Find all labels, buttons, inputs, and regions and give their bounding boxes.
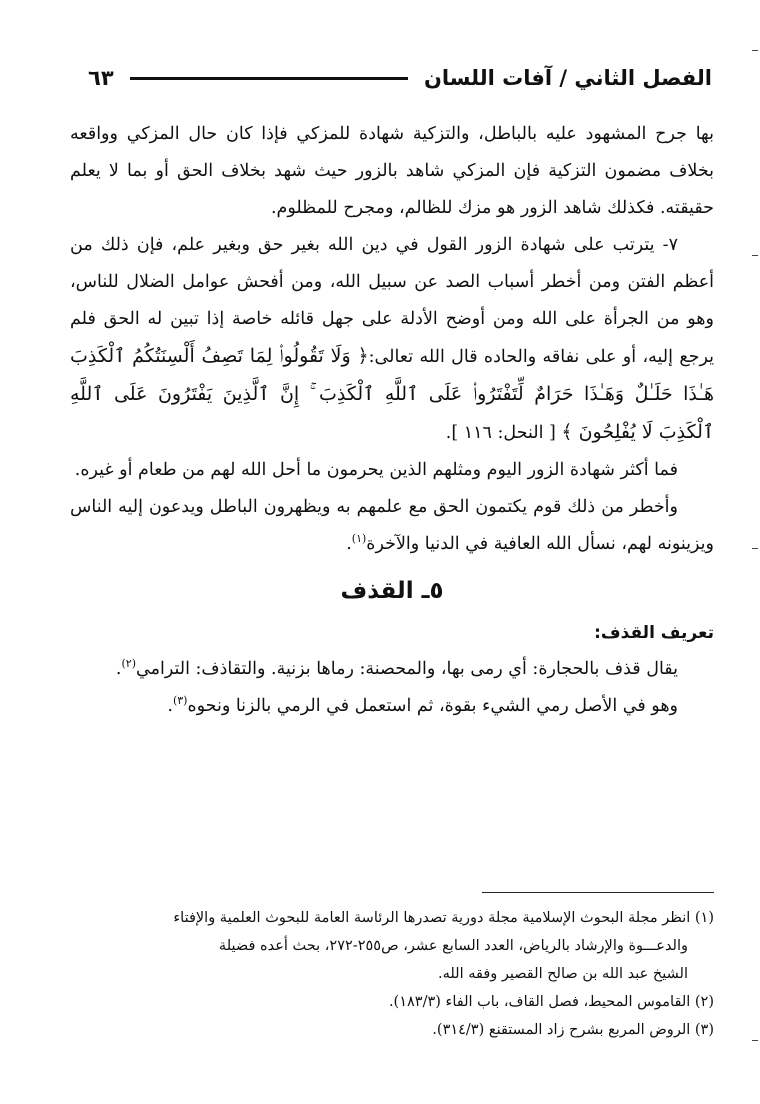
page-number: ٦٣ — [88, 66, 114, 90]
footnote-marker-2: (٢) — [121, 657, 137, 671]
footnote-separator — [482, 892, 714, 893]
footnote-1-line-2: والدعـــوة والإرشاد بالرياض، العدد السابع عشر، ص٢٥٥-٢٧٢، بحث أعده فضيلة — [218, 938, 688, 954]
footnote-3: (٣) الروض المربع بشرح زاد المستقنع (٣١٤/٣). — [432, 1022, 714, 1038]
chapter-title: الفصل الثاني / آفات اللسان — [424, 66, 712, 90]
main-text — [70, 116, 714, 725]
paragraph-4: وأخطر من ذلك قوم يكتمون الحق مع علمهم به ويظهرون الباطل ويدعون إليه الناس ويزينونه لهم، نسأل الله العافية في الدنيا والآخرة$^{(١)}$. — [70, 497, 714, 554]
definition-text: يقال قذف بالحجارة: أي رمى بها، والمحصنة: رماها بزنية. والتقاذف: الترامي — [136, 659, 678, 679]
paragraph-3: فما أكثر شهادة الزور اليوم ومثلهم الذين يحرمون ما أحل الله لهم من طعام أو غيره. — [74, 460, 678, 480]
margin-tick — [752, 1040, 758, 1041]
paragraph-4-text: وأخطر من ذلك قوم يكتمون الحق مع علمهم به ويظهرون الباطل ويدعون إليه الناس ويزينونه لهم، نسأل الله العافية في الدنيا والآخرة — [70, 497, 714, 554]
footnote-2: (٢) القاموس المحيط، فصل القاف، باب الفاء (١٨٣/٣). — [388, 994, 714, 1010]
verse-reference: [ النحل: ١١٦ ]. — [445, 423, 556, 443]
footnotes — [66, 904, 714, 1044]
running-header — [88, 60, 712, 96]
definition-paragraph: يقال قذف بالحجارة: أي رمى بها، والمحصنة: رماها بزنية. والتقاذف: الترامي$^{(٢)}$. — [115, 657, 678, 679]
margin-tick — [752, 50, 758, 51]
footnote-marker-1: (١) — [351, 532, 367, 546]
paragraph-2 — [70, 227, 714, 452]
definition-heading: تعريف القذف: — [594, 623, 714, 643]
paragraph-1: بها جرح المشهود عليه بالباطل، والتزكية شهادة للمزكي فإذا كان حال المزكي وواقعه بخلاف مضمون التزكية فإن المزكي شاهد بالزور حيث شهد بخلاف الحق أو بما لا يعلم حقيقته. فكذلك شاهد الزور هو مزك للظالم، ومجرح للمظلوم. — [70, 124, 714, 218]
header-rule — [130, 77, 408, 80]
footnote-marker-3: (٣) — [172, 694, 188, 708]
section-title: ٥ـ القذف — [340, 578, 444, 604]
margin-tick — [752, 548, 758, 549]
footnote-1-line-3: الشيخ عبد الله بن صالح القصير وفقه الله. — [437, 966, 688, 982]
margin-tick — [752, 255, 758, 256]
paragraph-2-text: ٧- يترتب على شهادة الزور القول في دين الله بغير حق وبغير علم، فإن ذلك من أعظم الفتن ومن أخطر أسباب الصد عن سبيل الله، ومن أفحش عوامل الضلال للناس، وهو من الجرأة على الله ومن أوضح الأدلة على جهل قائله خاصة إذا تبين له الحق فلم يرجع إليه، أو على نفاقه والحاده قال الله تعالى: — [70, 235, 714, 367]
quran-verse: ﴿ وَلَا تَقُولُوا۟ لِمَا تَصِفُ أَلْسِنَتُكُمُ ٱلْكَذِبَ هَـٰذَا حَلَـٰلٌ وَهَـٰذَا حَرَامٌ لِّتَفْتَرُوا۟ عَلَى ٱللَّهِ ٱلْكَذِبَ ۚ إِنَّ ٱلَّذِينَ يَفْتَرُونَ عَلَى ٱللَّهِ ٱلْكَذِبَ لَا يُفْلِحُونَ ﴾ — [70, 345, 714, 443]
footnote-1-line-1: (١) انظر مجلة البحوث الإسلامية مجلة دورية تصدرها الرئاسة العامة للبحوث العلمية والإفتاء — [173, 910, 714, 926]
definition-text-2: وهو في الأصل رمي الشيء بقوة، ثم استعمل في الرمي بالزنا ونحوه — [187, 696, 678, 716]
definition-paragraph-2: وهو في الأصل رمي الشيء بقوة، ثم استعمل في الرمي بالزنا ونحوه$^{(٣)}$. — [167, 694, 678, 716]
